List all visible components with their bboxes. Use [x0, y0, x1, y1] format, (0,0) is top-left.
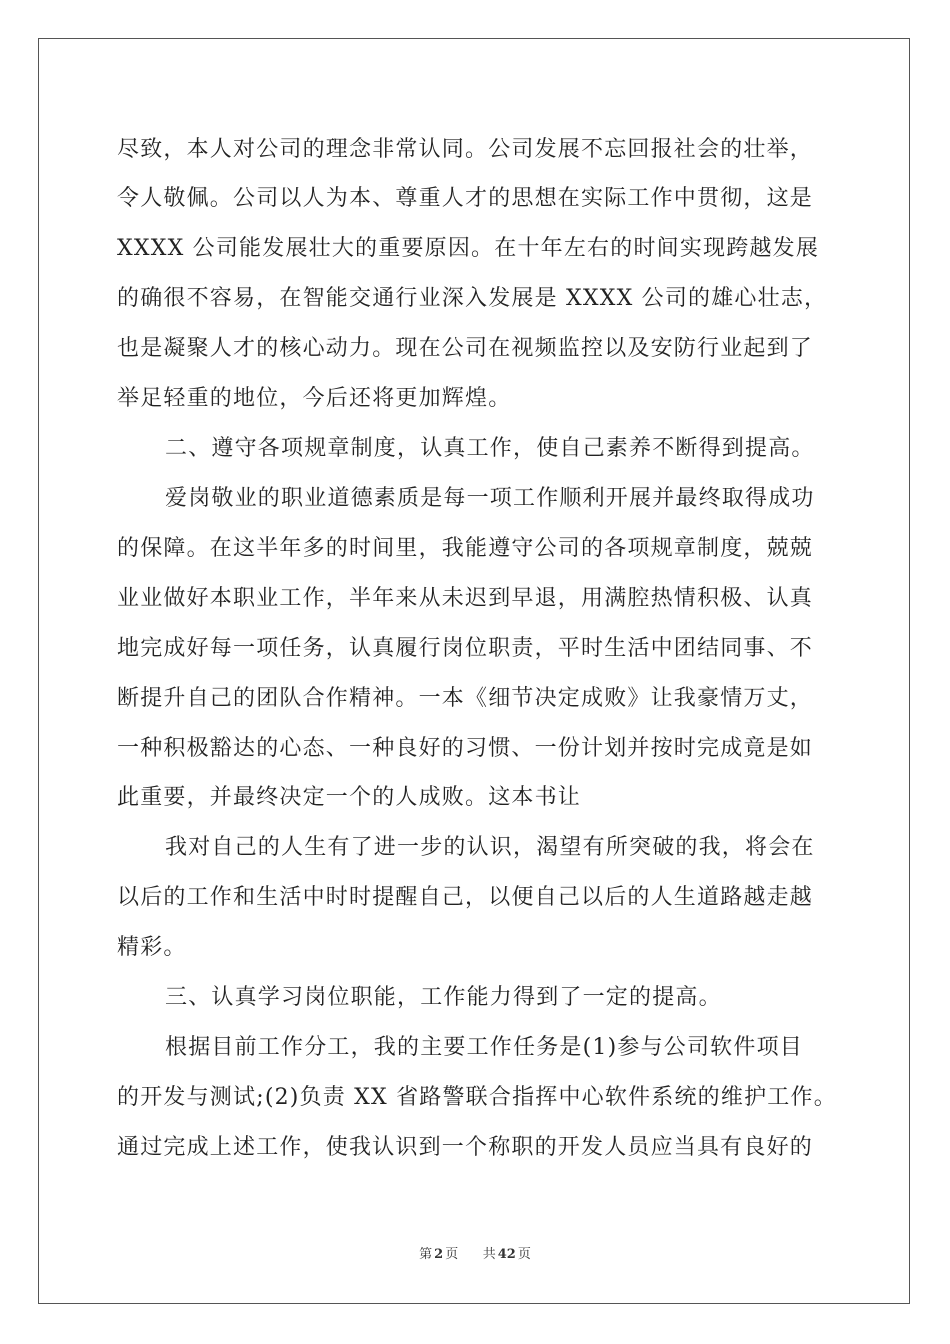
- page-footer: [0, 1243, 950, 1262]
- total-suffix: 页: [517, 1247, 531, 1262]
- page-indicator: [417, 1247, 460, 1262]
- page-prefix: 第: [419, 1247, 433, 1262]
- text-line: 尽致，本人对公司的理念非常认同。公司发展不忘回报社会的壮举，: [117, 137, 814, 162]
- page-number: 2: [434, 1247, 444, 1262]
- text-line: 的开发与测试;(2)负责 XX 省路警联合指挥中心软件系统的维护工作。: [117, 1085, 837, 1110]
- text-line: 此重要，并最终决定一个的人成败。这本书让: [117, 785, 582, 810]
- text-line: XXXX 公司能发展壮大的重要原因。在十年左右的时间实现跨越发展: [117, 236, 820, 261]
- text-line: 通过完成上述工作，使我认识到一个称职的开发人员应当具有良好的: [117, 1135, 814, 1160]
- text-line: 根据目前工作分工，我的主要工作任务是(1)参与公司软件项目: [165, 1035, 803, 1060]
- text-line: 我对自己的人生有了进一步的认识，渴望有所突破的我，将会在: [165, 835, 815, 860]
- total-prefix: 共: [482, 1247, 496, 1262]
- text-line: 爱岗敬业的职业道德素质是每一项工作顺利开展并最终取得成功: [165, 486, 815, 511]
- section-heading: 二、遵守各项规章制度，认真工作，使自己素养不断得到提高。: [165, 436, 815, 461]
- text-line: 的确很不容易，在智能交通行业深入发展是 XXXX 公司的雄心壮志，: [117, 286, 828, 311]
- text-line: 地完成好每一项任务，认真履行岗位职责，平时生活中团结同事、不: [117, 636, 814, 661]
- section-heading: 三、认真学习岗位职能，工作能力得到了一定的提高。: [165, 985, 722, 1010]
- text-line: 也是凝聚人才的核心动力。现在公司在视频监控以及安防行业起到了: [117, 336, 814, 361]
- text-line: 的保障。在这半年多的时间里，我能遵守公司的各项规章制度，兢兢: [117, 536, 814, 561]
- page-frame: [38, 38, 910, 1304]
- text-line: 断提升自己的团队合作精神。一本《细节决定成败》让我豪情万丈，: [117, 686, 814, 711]
- text-line: 一种积极豁达的心态、一种良好的习惯、一份计划并按时完成竟是如: [117, 736, 814, 761]
- page-suffix: 页: [445, 1247, 459, 1262]
- total-pages: 42: [497, 1247, 516, 1262]
- total-indicator: [481, 1247, 533, 1262]
- text-line: 以后的工作和生活中时时提醒自己，以便自己以后的人生道路越走越: [117, 885, 814, 910]
- text-line: 精彩。: [117, 935, 187, 960]
- text-line: 举足轻重的地位，今后还将更加辉煌。: [117, 386, 512, 411]
- text-line: 令人敬佩。公司以人为本、尊重人才的思想在实际工作中贯彻，这是: [117, 186, 814, 211]
- text-line: 业业做好本职业工作，半年来从未迟到早退，用满腔热情积极、认真: [117, 586, 814, 611]
